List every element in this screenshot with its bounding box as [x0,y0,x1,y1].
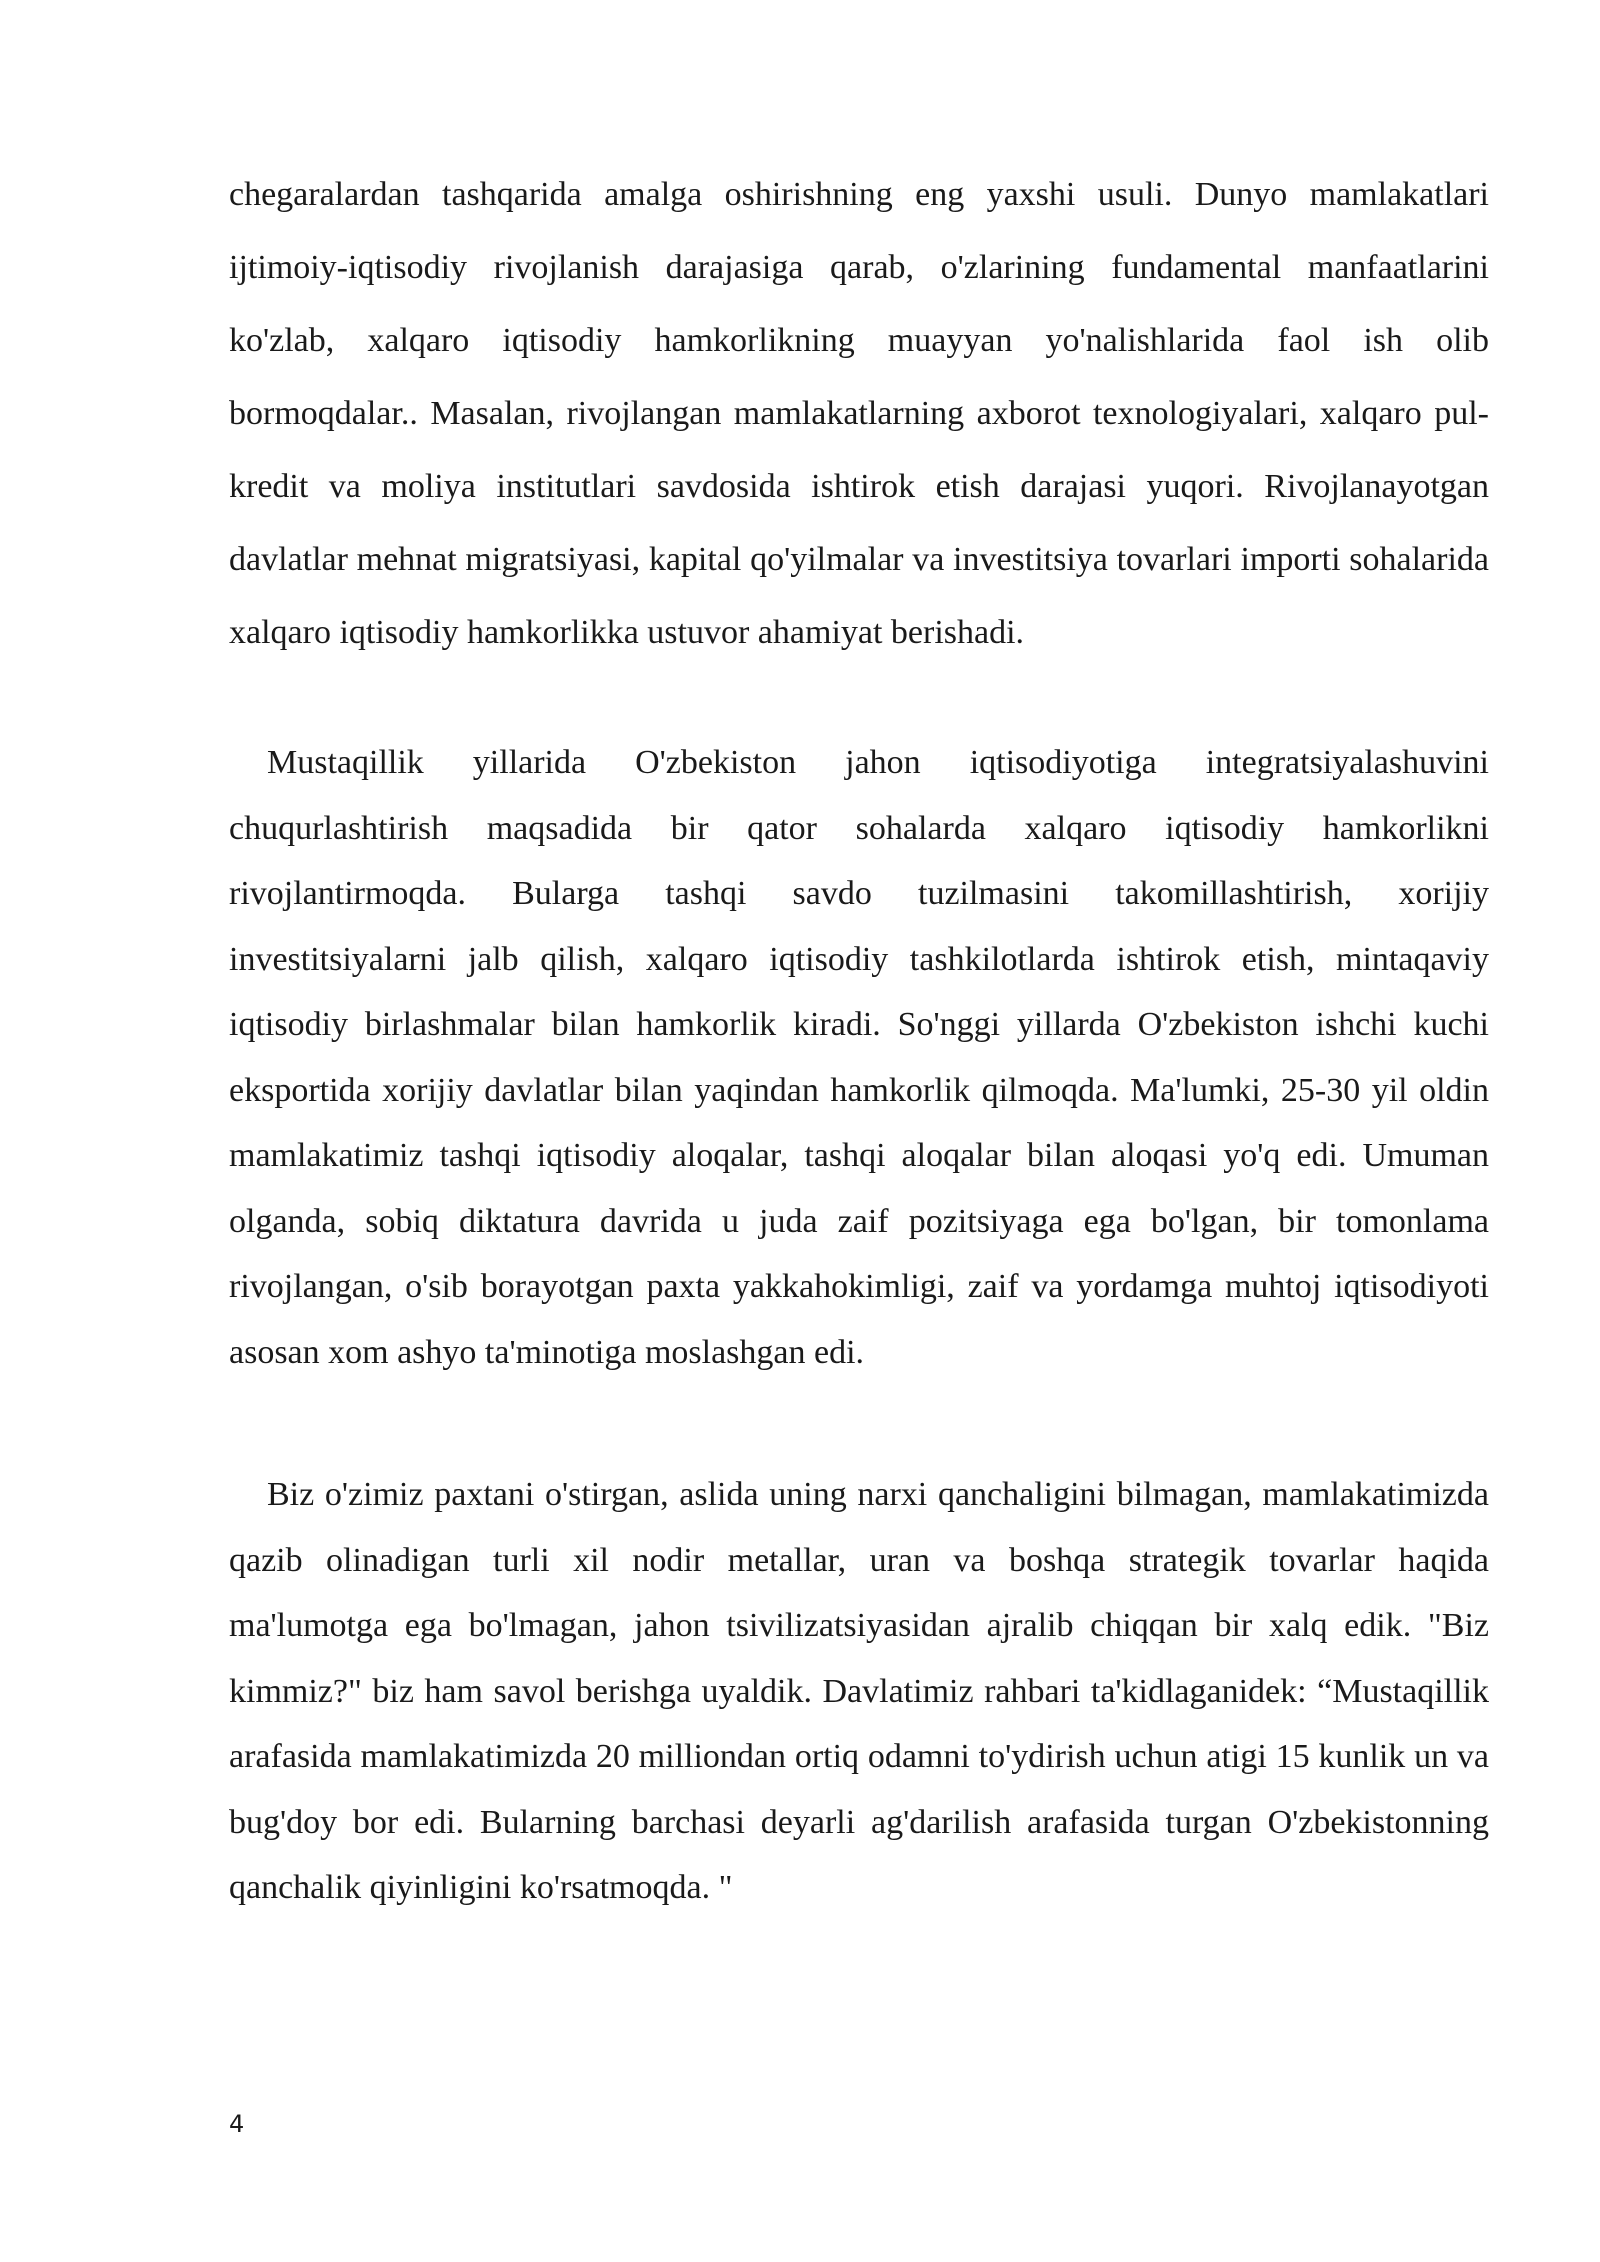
paragraph-cotton-history: Biz o'zimiz paxtani o'stirgan, aslida uning narxi qanchaligini bilmagan, mamlakatimizda qazib olinadigan turli xil nodir metallar, uran va boshqa strategik tovarlar haqida ma'lumotga ega bo'lmagan, jahon tsivilizatsiyasidan ajralib chiqqan bir xalq edik. "Biz kimmiz?" biz ham savol berishga uyaldik. Davlatimiz rahbari ta'kidlaganidek: “Mustaqillik arafasida mamlakatimizda 20 milliondan ortiq odamni to'ydirish uchun atigi 15 kunlik un va bug'doy bor edi. Bularning barchasi deyarli ag'darilish arafasida turgan O'zbekistonning qanchalik qiyinligini ko'rsatmoqda. " [229,1476,1489,1906]
paragraph-independence-years: Mustaqillik yillarida O'zbekiston jahon iqtisodiyotiga integratsiyalashuvini chuqurlashtirish maqsadida bir qator sohalarda xalqaro iqtisodiy hamkorlikni rivojlantirmoqda. Bularga tashqi savdo tuzilmasini takomillashtirish, xorijiy investitsiyalarni jalb qilish, xalqaro iqtisodiy tashkilotlarda ishtirok etish, mintaqaviy iqtisodiy birlashmalar bilan hamkorlik kiradi. So'nggi yillarda O'zbekiston ishchi kuchi eksportida xorijiy davlatlar bilan yaqindan hamkorlik qilmoqda. Ma'lumki, 25-30 yil oldin mamlakatimiz tashqi iqtisodiy aloqalar, tashqi aloqalar bilan aloqasi yo'q edi. Umuman olganda, sobiq diktatura davrida u juda zaif pozitsiyaga ega bo'lgan, bir tomonlama rivojlangan, o'sib borayotgan paxta yakkahokimligi, zaif va yordamga muhtoj iqtisodiyoti asosan xom ashyo ta'minotiga moslashgan edi. [229,744,1489,1371]
page-number: 4 [229,2110,245,2138]
paragraph-continuation: chegaralardan tashqarida amalga oshirishning eng yaxshi usuli. Dunyo mamlakatlari ijtimoiy-iqtisodiy rivojlanish darajasiga qarab, o'zlarining fundamental manfaatlarini ko'zlab, xalqaro iqtisodiy hamkorlikning muayyan yo'nalishlarida faol ish olib bormoqdalar.. Masalan, rivojlangan mamlakatlarning axborot texnologiyalari, xalqaro pul-kredit va moliya institutlari savdosida ishtirok etish darajasi yuqori. Rivojlanayotgan davlatlar mehnat migratsiyasi, kapital qo'yilmalar va investitsiya tovarlari importi sohalarida xalqaro iqtisodiy hamkorlikka ustuvor ahamiyat berishadi. [229,176,1489,651]
